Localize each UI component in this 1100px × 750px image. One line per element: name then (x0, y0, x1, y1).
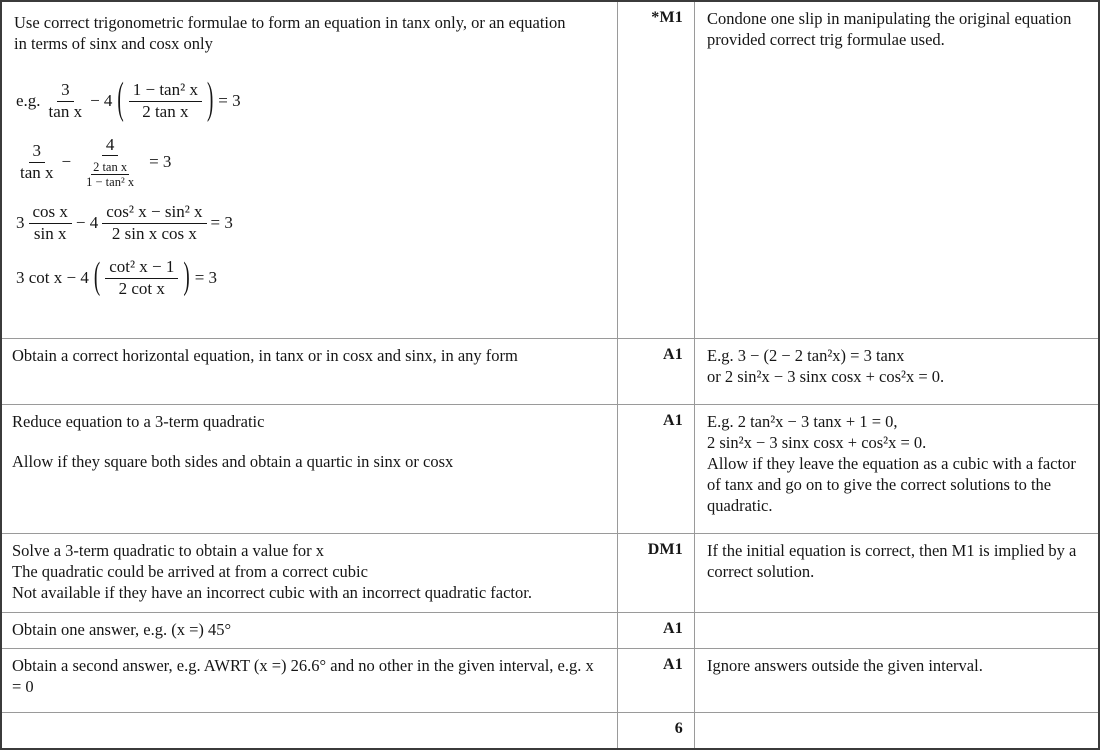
open-paren: ( (117, 74, 124, 125)
operator: − (61, 152, 72, 172)
fraction: $\frac{3}{\text{tan x}}$ (20, 141, 54, 182)
total-marks-row (2, 712, 1098, 748)
guidance-text: Condone one slip in manipulating the original equation provided correct trig formulae used. (707, 9, 1072, 50)
criteria-text: Obtain one answer, e.g. (x =) 45° (12, 620, 232, 639)
guidance-line: Allow if they leave the equation as a cubic with a factor of tanx and go on to give the correct solutions to the quadratic. (707, 454, 1076, 516)
equals-rhs: = 3 (194, 268, 218, 288)
guidance-cell (695, 339, 1098, 404)
fraction: $\frac{\text{cos x}}{\text{sin x}}$ (29, 202, 72, 244)
criteria-cell (2, 2, 618, 338)
close-paren: ) (183, 255, 190, 298)
example-formula-3 (14, 202, 607, 244)
mark-code: *M1 (618, 2, 695, 338)
equals-rhs: = 3 (149, 152, 172, 172)
guidance-text: Ignore answers outside the given interval. (707, 656, 983, 675)
total-marks-value: 6 (618, 713, 695, 748)
criteria-cell (2, 405, 618, 533)
criteria-line: Allow if they square both sides and obtain a quartic in sinx or cosx (12, 452, 454, 472)
criteria-line: Not available if they have an incorrect cubic with an incorrect quadratic factor. (12, 583, 532, 603)
fraction: $\frac{\text{cot² x − 1}}{\text{2 cot x}}$ (105, 257, 178, 299)
mark-row-a1-quadratic (2, 404, 1098, 533)
guidance-cell (695, 405, 1098, 533)
example-formula-4 (14, 257, 607, 299)
nested-fraction: $\frac{\text{2 tan x}}{\text{1 − tan² x}}$ (86, 160, 135, 190)
guidance-cell (695, 649, 1098, 712)
guidance-cell (695, 713, 1098, 748)
fraction: $\frac{4}{\frac{\text{2 tan x}}{\text{1 − tan² x}}}$ (75, 135, 145, 189)
mark-row-dm1 (2, 533, 1098, 612)
criteria-cell (2, 613, 618, 648)
criteria-line: Solve a 3-term quadratic to obtain a value for x (12, 541, 325, 560)
close-paren: ) (206, 74, 214, 125)
criteria-cell (2, 534, 618, 612)
example-formula-1 (14, 74, 607, 125)
mark-row-a1-second-answer (2, 648, 1098, 712)
mark-code: A1 (618, 649, 695, 712)
open-paren: ( (93, 255, 101, 298)
fraction: $\frac{3}{\text{tan x}}$ (48, 80, 83, 121)
guidance-line: E.g. 3 − (2 − 2 tan²x) = 3 tanx (707, 346, 905, 365)
fraction: $\frac{\text{cos² x − sin² x}}{\text{2 sin x cos x}}$ (102, 202, 206, 244)
guidance-line: or 2 sin²x − 3 sinx cosx + cos²x = 0. (707, 367, 945, 387)
criteria-line: The quadratic could be arrived at from a correct cubic (12, 562, 368, 582)
operator: − 4 (90, 91, 113, 111)
mark-row-a1-first-answer (2, 612, 1098, 648)
criteria-cell (2, 649, 618, 712)
criteria-text: Obtain a correct horizontal equation, in tanx or in cosx and sinx, in any form (12, 346, 518, 365)
criteria-text: Obtain a second answer, e.g. AWRT (x =) 26.6° and no other in the given interval, e.g. x = 0 (12, 656, 594, 697)
criteria-cell (2, 339, 618, 404)
guidance-cell (695, 613, 1098, 648)
fraction: $\frac{\text{1 − tan² x}}{\text{2 tan x}}$ (129, 80, 202, 122)
mark-code: A1 (618, 339, 695, 404)
guidance-cell (695, 534, 1098, 612)
equals-rhs: = 3 (210, 213, 233, 233)
equals-rhs: = 3 (218, 91, 241, 111)
guidance-text: If the initial equation is correct, then M1 is implied by a correct solution. (707, 541, 1077, 582)
example-formula-2 (14, 135, 607, 189)
mark-code: A1 (618, 613, 695, 648)
mark-row-a1-horizontal-equation (2, 338, 1098, 404)
criteria-text: Use correct trigonometric formulae to form an equation in tanx only, or an equation in terms of sinx and cosx only (14, 13, 566, 54)
criteria-cell (2, 713, 618, 748)
mark-code: A1 (618, 405, 695, 533)
guidance-line: 2 sin²x − 3 sinx cosx + cos²x = 0. (707, 433, 927, 453)
mark-row-m1 (2, 2, 1098, 338)
mark-code: DM1 (618, 534, 695, 612)
guidance-cell (695, 2, 1098, 338)
operator: − 4 (75, 213, 99, 233)
expression-prefix: 3 cot x − 4 (16, 268, 89, 288)
coefficient: 3 (16, 213, 25, 233)
eg-label: e.g. (16, 91, 41, 111)
criteria-line: Reduce equation to a 3-term quadratic (12, 412, 265, 431)
guidance-line: E.g. 2 tan²x − 3 tanx + 1 = 0, (707, 412, 898, 431)
